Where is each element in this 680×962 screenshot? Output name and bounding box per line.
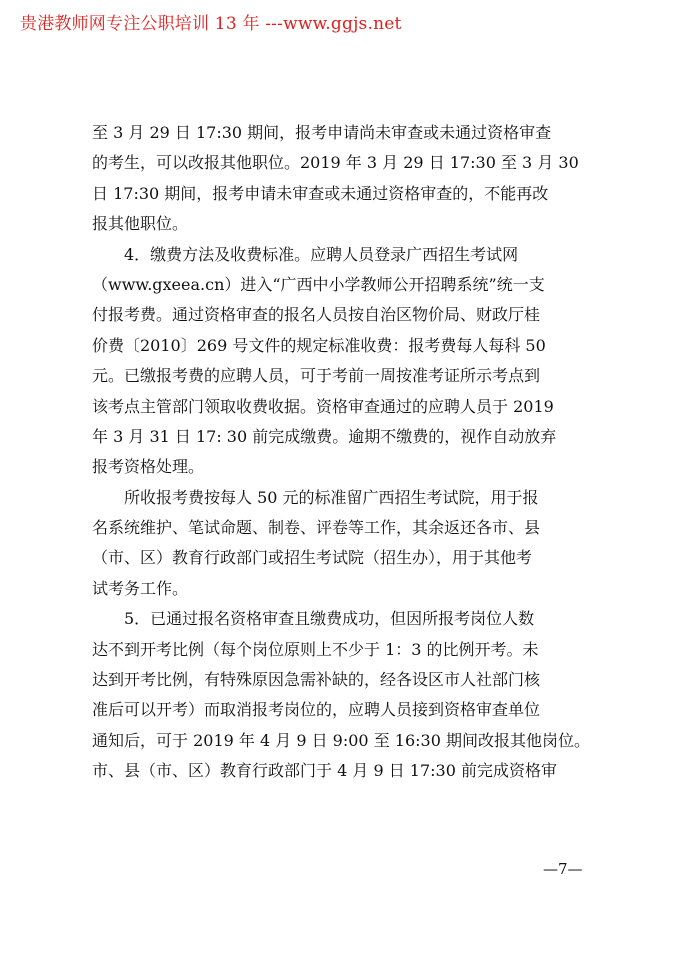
document-body [92, 118, 600, 787]
text-line: 年 3 月 31 日 17: 30 前完成缴费。逾期不缴费的，视作自动放弃 [92, 426, 557, 446]
text-line: 所收报考费按每人 50 元的标准留广西招生考试院，用于报 [124, 487, 539, 507]
text-line: 的考生，可以改报其他职位。2019 年 3 月 29 日 17:30 至 3 月 30 [92, 153, 579, 173]
text-line: 价费〔2010〕269 号文件的规定标准收费：报考费每人每科 50 [92, 335, 546, 355]
text-line: 达到开考比例，有特殊原因急需补缺的，经各设区市人社部门核 [92, 670, 541, 690]
text-line: 报考资格处理。 [92, 457, 205, 477]
text-line: （www.gxeea.cn）进入“广西中小学教师公开招聘系统”统一支 [92, 274, 545, 294]
text-line: 市、县（市、区）教育行政部门于 4 月 9 日 17:30 前完成资格审 [92, 761, 557, 781]
text-line: 日 17:30 期间，报考申请未审查或未通过资格审查的，不能再改 [92, 183, 549, 203]
text-line: 该考点主管部门领取收费收据。资格审查通过的应聘人员于 2019 [92, 396, 554, 416]
text-line: 准后可以开考）而取消报考岗位的，应聘人员接到资格审查单位 [92, 700, 541, 720]
text-line: 试考务工作。 [92, 578, 189, 598]
text-line: 名系统维护、笔试命题、制卷、评卷等工作，其余返还各市、县 [92, 518, 541, 538]
page-number: —7— [543, 860, 583, 878]
text-line: 元。已缴报考费的应聘人员，可于考前一周按准考证所示考点到 [92, 366, 541, 386]
text-line: 4．缴费方法及收费标准。应聘人员登录广西招生考试网 [124, 244, 519, 264]
paragraph-position-change [92, 604, 600, 786]
text-line: 通知后，可于 2019 年 4 月 9 日 9:00 至 16:30 期间改报其他岗位。 [92, 730, 590, 750]
text-line: 报其他职位。 [92, 214, 189, 234]
paragraph-fee-allocation [92, 483, 600, 605]
text-line: （市、区）教育行政部门或招生考试院（招生办），用于其他考 [92, 548, 533, 568]
text-line: 5．已通过报名资格审查且缴费成功，但因所报考岗位人数 [124, 609, 535, 629]
text-line: 付报考费。通过资格审查的报名人员按自治区物价局、财政厅桂 [92, 305, 541, 325]
paragraph-registration-change [92, 118, 600, 240]
text-line: 达不到开考比例（每个岗位原则上不少于 1：3 的比例开考。未 [92, 639, 539, 659]
watermark-header: 贵港教师网专注公职培训 13 年 ---www.ggjs.net [20, 14, 402, 34]
paragraph-fee-method [92, 240, 600, 483]
text-line: 至 3 月 29 日 17:30 期间，报考申请尚未审查或未通过资格审查 [92, 123, 552, 142]
